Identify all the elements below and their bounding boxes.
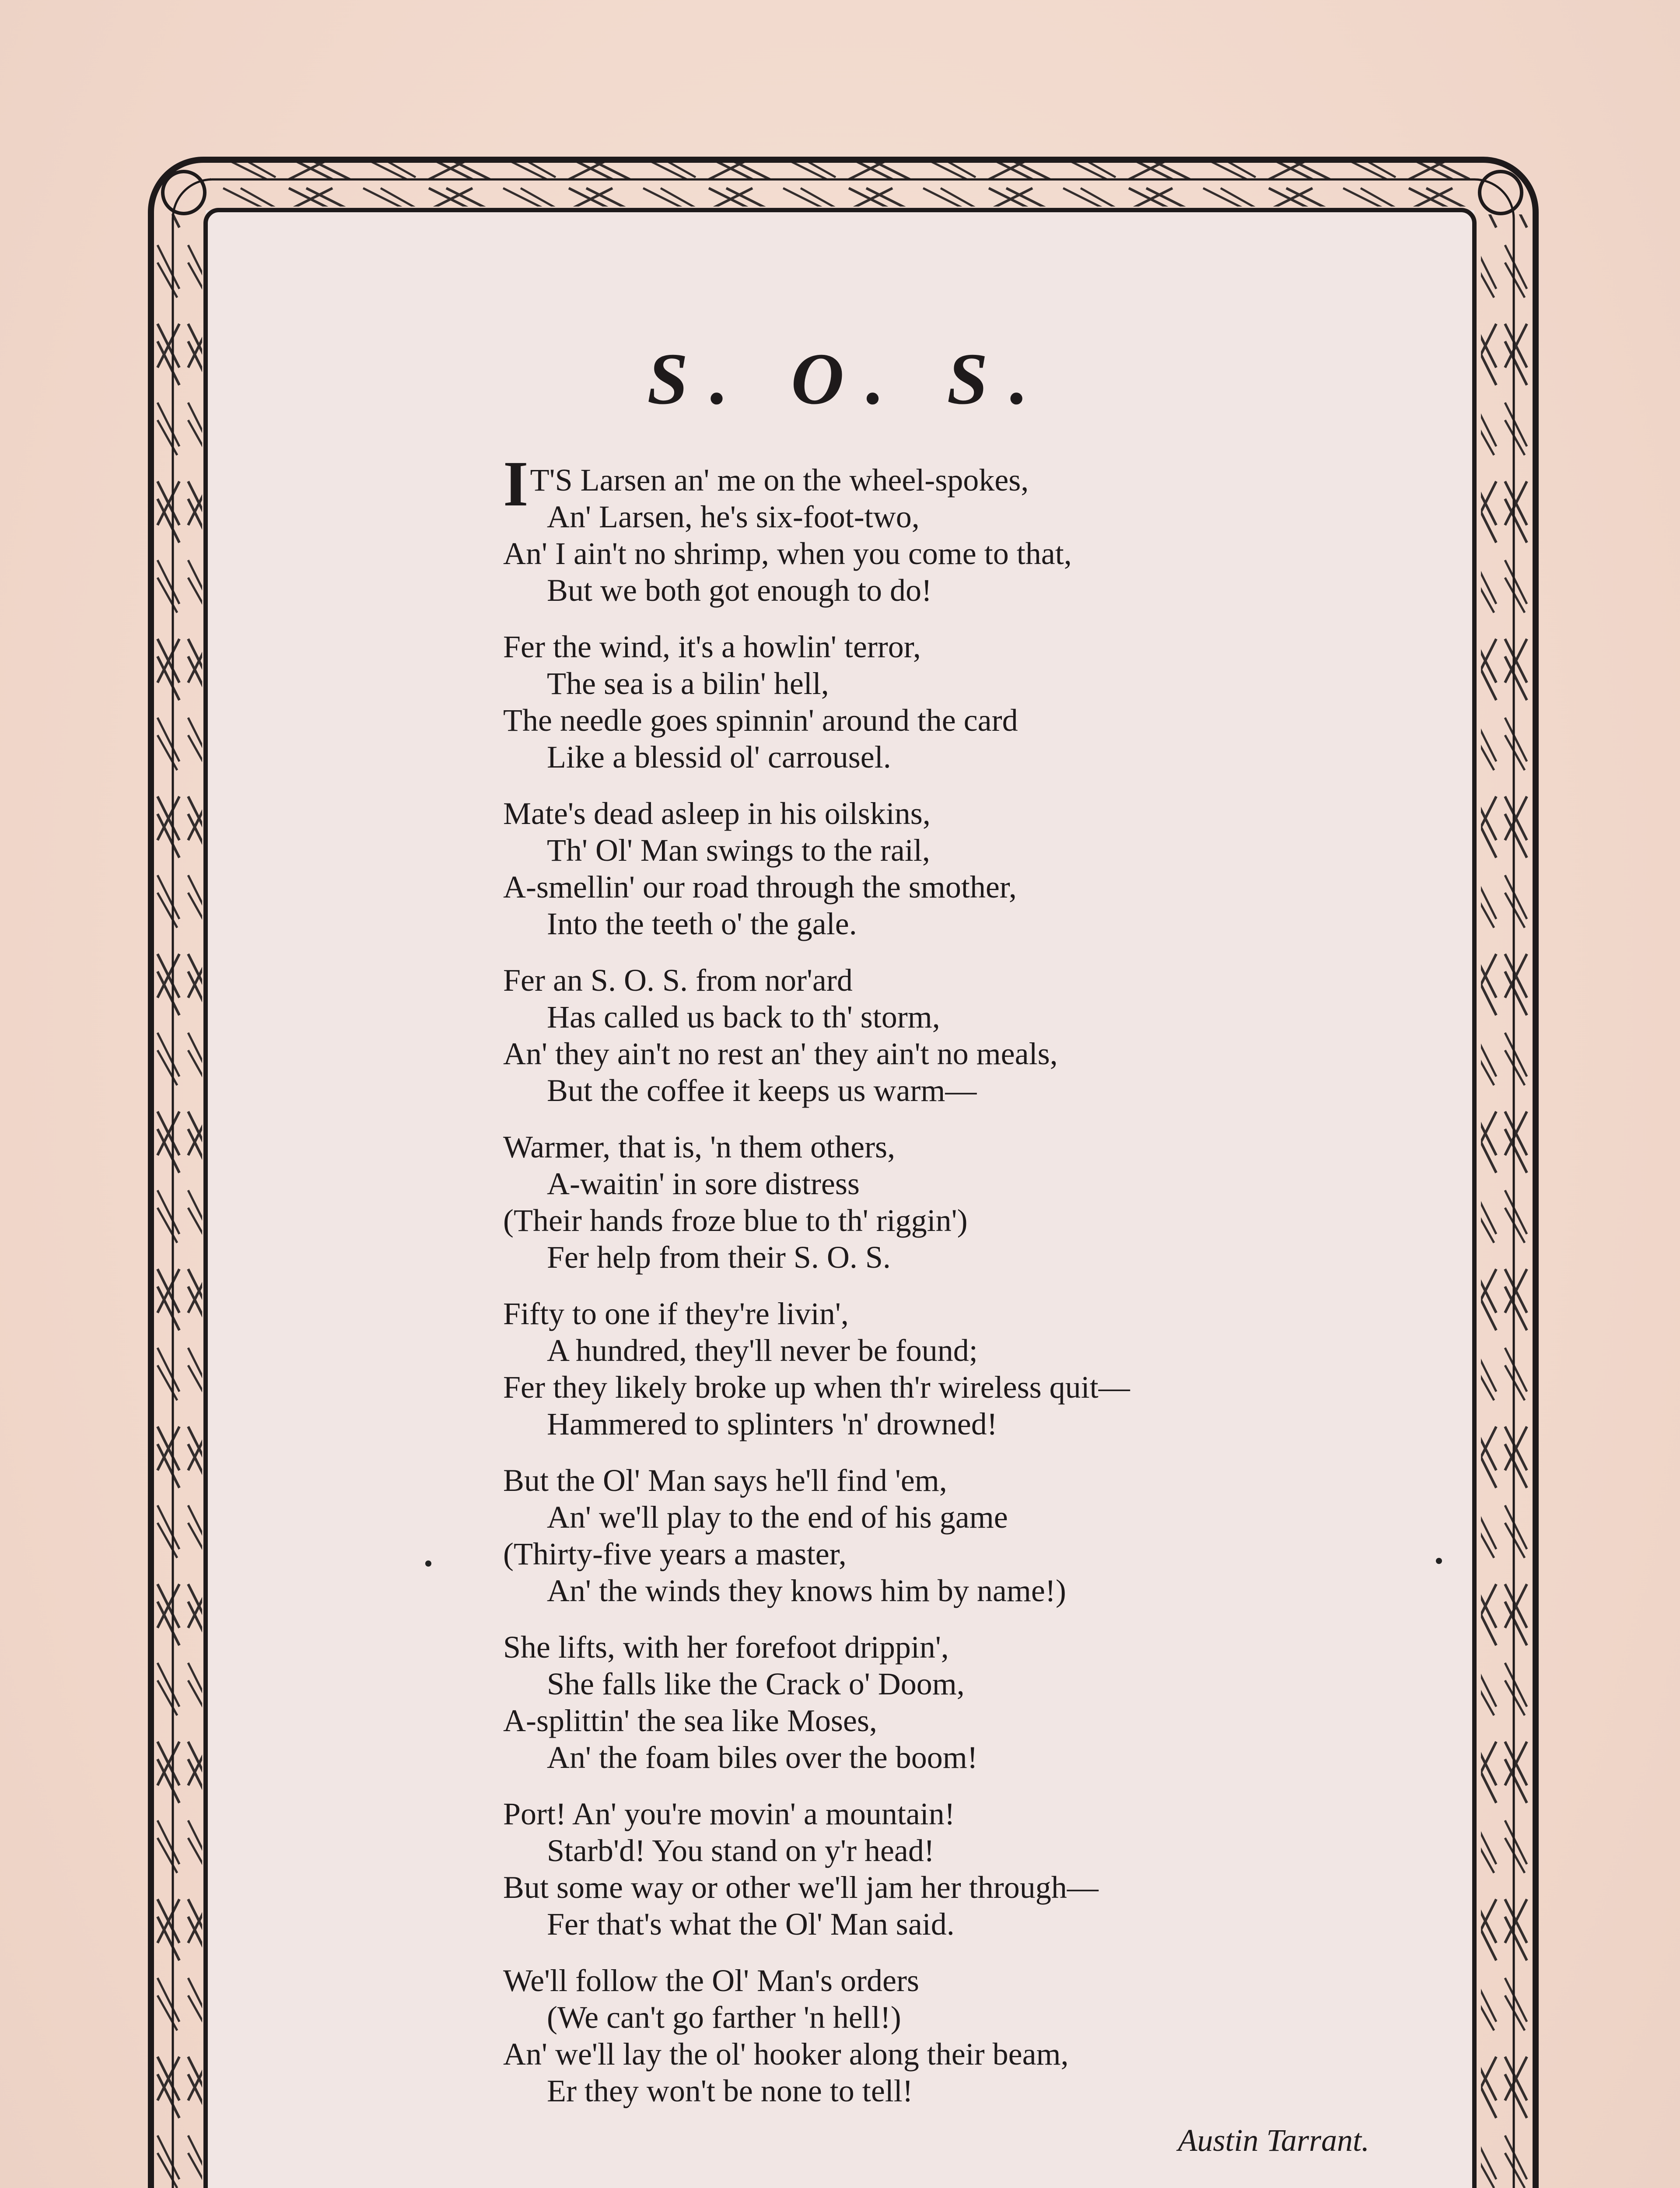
poem-line: But we both got enough to do! — [547, 573, 932, 608]
stanza — [503, 628, 1378, 775]
poem-line: A-waitin' in sore distress — [547, 1166, 860, 1201]
poem-line: An' Larsen, he's six-foot-two, — [547, 499, 920, 534]
ink-dot — [425, 1560, 431, 1567]
poem-line: But some way or other we'll jam her through— — [503, 1870, 1099, 1905]
poem-line: A hundred, they'll never be found; — [547, 1333, 978, 1368]
poem-line: Er they won't be none to tell! — [547, 2073, 913, 2108]
ink-dot — [1436, 1558, 1442, 1564]
poem-line: Fer the wind, it's a howlin' terror, — [503, 629, 921, 664]
stanza — [503, 448, 1378, 609]
poem-line: Has called us back to th' storm, — [547, 999, 940, 1034]
poem-line: Fer help from their S. O. S. — [547, 1240, 891, 1275]
poem-line: (We can't go farther 'n hell!) — [547, 2000, 901, 2035]
poem-line: We'll follow the Ol' Man's orders — [503, 1963, 919, 1998]
poem-line: The sea is a bilin' hell, — [547, 666, 829, 701]
poem-line: Port! An' you're movin' a mountain! — [503, 1796, 955, 1831]
poem-line: Fer they likely broke up when th'r wireless quit— — [503, 1370, 1130, 1405]
poem-line: An' the winds they knows him by name!) — [547, 1573, 1066, 1608]
poem-line: An' we'll play to the end of his game — [547, 1500, 1008, 1535]
stanza — [503, 1795, 1378, 1943]
poem-line: An' the foam biles over the boom! — [547, 1740, 978, 1775]
poem-line: (Their hands froze blue to th' riggin') — [503, 1203, 968, 1238]
stanza — [503, 962, 1378, 1109]
stanza — [503, 1962, 1378, 2109]
poem-title: S. O. S. — [647, 338, 1050, 420]
poem-line: A-splittin' the sea like Moses, — [503, 1703, 877, 1738]
poem-line: The needle goes spinnin' around the card — [503, 703, 1018, 738]
poem-line: Like a blessid ol' carrousel. — [547, 740, 891, 775]
stanza — [503, 1462, 1378, 1609]
poem-line: Into the teeth o' the gale. — [547, 906, 857, 941]
poem-line: She falls like the Crack o' Doom, — [547, 1666, 965, 1701]
poem-body — [503, 448, 1378, 2129]
stanza — [503, 795, 1378, 942]
poem-line: (Thirty-five years a master, — [503, 1536, 847, 1571]
poem-line: Fer that's what the Ol' Man said. — [547, 1907, 955, 1942]
stanza — [503, 1295, 1378, 1442]
poem-line: Mate's dead asleep in his oilskins, — [503, 796, 931, 831]
poem-line: Hammered to splinters 'n' drowned! — [547, 1406, 998, 1441]
poem-line-text: T'S Larsen an' me on the wheel-spokes, — [530, 463, 1029, 498]
poem-line: Fer an S. O. S. from nor'ard — [503, 963, 853, 998]
poem-line: An' we'll lay the ol' hooker along their beam, — [503, 2037, 1069, 2072]
poem-line: Th' Ol' Man swings to the rail, — [547, 833, 930, 868]
author-signature: Austin Tarrant. — [1178, 2123, 1369, 2158]
stanza — [503, 1629, 1378, 1776]
stanza — [503, 1129, 1378, 1276]
poem-line: An' they ain't no rest an' they ain't no meals, — [503, 1036, 1058, 1071]
poem-line: Warmer, that is, 'n them others, — [503, 1129, 896, 1164]
poem-line: An' I ain't no shrimp, when you come to that, — [503, 536, 1072, 571]
poem-line: But the Ol' Man says he'll find 'em, — [503, 1463, 947, 1498]
drop-cap: I — [503, 448, 528, 520]
poem-line: Starb'd! You stand on y'r head! — [547, 1833, 934, 1868]
poem-line: A-smellin' our road through the smother, — [503, 870, 1017, 905]
poem-line: She lifts, with her forefoot drippin', — [503, 1630, 949, 1665]
poem-line: But the coffee it keeps us warm— — [547, 1073, 977, 1108]
poem-line: Fifty to one if they're livin', — [503, 1296, 849, 1331]
